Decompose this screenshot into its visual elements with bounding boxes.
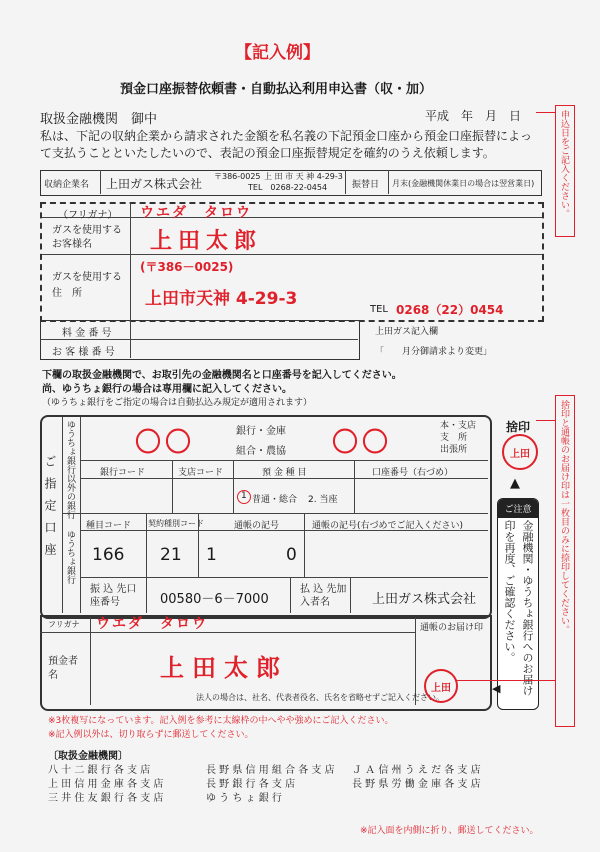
form-title: 預金口座振替依頼書・自動払込利用申込書（収・加）: [120, 82, 433, 97]
furigana-label: （フリガナ）: [58, 210, 118, 221]
deposit-type-1-no: 1: [241, 491, 247, 501]
postal-value[interactable]: (〒386－0025): [140, 260, 234, 274]
passbook-mark-label: 通帳の記号: [234, 521, 280, 531]
red-note-top: 申込日をご記入ください。: [559, 110, 569, 218]
company-name: 上田ガス株式会社: [106, 177, 203, 191]
side-seal-label: 捨印: [506, 420, 531, 434]
red-note-top-box: [555, 105, 575, 237]
company-address: 上 田 市 天 神 4-29-3: [264, 172, 343, 181]
seal-label: 通帳のお届け印: [420, 623, 484, 633]
holder-furigana-label: フリガナ: [48, 620, 80, 629]
account-no-label: 口座番号（右づめ）: [372, 468, 454, 478]
banks-heading: 〔取扱金融機関〕: [48, 751, 128, 762]
triangle-up-icon: ▲: [510, 476, 520, 491]
caution-title: ご注意: [498, 499, 538, 518]
bank-item: 三 井 住 友 銀 行 各 支 店: [48, 793, 164, 804]
company-label: 収納企業名: [44, 180, 90, 190]
company-postal: 〒386-0025: [214, 172, 261, 181]
bank-item: Ｊ Ａ 信 州 う え だ 各 支 店: [352, 765, 481, 776]
deposit-type-1[interactable]: 普通・総合: [252, 495, 298, 505]
name-label: ガスを使用するお客様名: [52, 225, 122, 250]
corp-note: 法人の場合は、社名、代表者役名、氏名を省略せずご記入ください。: [196, 693, 444, 702]
fee-label: 料 金 番 号: [62, 328, 112, 339]
office-label: 上田ガス記入欄: [375, 327, 439, 337]
type-code-label: 種目コード: [86, 521, 132, 531]
customer-no-label: お 客 様 番 号: [52, 347, 115, 358]
bank-item: 上 田 信 用 金 庫 各 支 店: [48, 779, 164, 790]
bank-type-1: 銀行・金庫: [236, 426, 286, 437]
recipient: 取扱金融機関 御中: [40, 112, 158, 127]
type-code-value[interactable]: 166: [92, 545, 125, 565]
transfer-account-value: 00580－6－7000: [160, 592, 269, 607]
bank-item: 八 十 二 銀 行 各 支 店: [48, 765, 151, 776]
holder-name-value[interactable]: 上田太郎: [160, 654, 288, 682]
address-label: ガスを使用する住 所: [52, 272, 122, 299]
red-note-bottom: 捨印と通帳のお届け印は一枚目のみに捺印してください。: [559, 400, 569, 634]
transfer-day-value: 月末(金融機関休業日の場合は翌営業日): [392, 179, 535, 188]
bank-name-mark[interactable]: 〇〇: [135, 428, 196, 458]
mark-value-2[interactable]: 0: [286, 545, 297, 565]
note-1: ※3枚複写になっています。記入例を参考に太線枠の中へやや強めにご記入ください。: [48, 716, 394, 726]
bank-item: 長 野 県 労 働 金 庫 各 支 店: [352, 779, 481, 790]
holder-name-label: 預金者名: [48, 656, 78, 681]
deposit-type-label: 預 金 種 目: [262, 468, 307, 478]
transfer-account-label: 振 込 先口座番号: [90, 584, 137, 608]
instruction-1: 下欄の取扱金融機関で、お取引先の金融機関名と口座番号を記入してください。: [42, 370, 402, 381]
address-value[interactable]: 上田市天神 4-29-3: [145, 289, 298, 309]
red-note-bottom-box: [555, 395, 575, 727]
triangle-left-icon: ◀: [492, 682, 501, 695]
branch-name-mark[interactable]: 〇〇: [332, 428, 393, 458]
tel-label: TEL: [370, 304, 388, 315]
instruction-2: 尚、ゆうちょ銀行の場合は専用欄に記入してください。: [42, 384, 292, 395]
tel-value[interactable]: 0268（22）0454: [396, 303, 504, 317]
side-seal-stamp: 上田: [502, 434, 538, 470]
holder-furigana-value[interactable]: ウエダ タロウ: [96, 616, 208, 632]
caution-text: 金融機関・ゆうちょ銀行へのお届け印を再度、ご確認ください。: [503, 520, 534, 696]
contract-code-value[interactable]: 21: [160, 545, 182, 565]
banks-col-1: [48, 764, 163, 806]
company-tel: TEL 0268-22-0454: [248, 183, 328, 192]
office-note: 「 月分御請求より変更」: [375, 347, 493, 357]
other-bank-label: ゆうちょ銀行以外の銀行: [65, 420, 75, 519]
furigana-value[interactable]: ウエダ タロウ: [140, 205, 252, 221]
passbook-no-label: 通帳の記号(右づめでご記入ください): [312, 521, 464, 531]
date-label: 平成 年 月 日: [425, 109, 522, 123]
bank-item: ゆ う ち ょ 銀 行: [206, 793, 282, 804]
caution-box: [497, 498, 539, 710]
banks-col-3: [352, 764, 481, 792]
deposit-type-2[interactable]: 2. 当座: [308, 495, 338, 505]
mark-value-1[interactable]: 1: [206, 545, 217, 565]
banks-col-2: [206, 764, 335, 806]
note-2: ※記入例以外は、切り取らずに郵送してください。: [48, 730, 254, 740]
payee-value: 上田ガス株式会社: [372, 592, 477, 607]
contract-code-label: 契約種別コード: [148, 519, 204, 528]
account-seal-stamp: 上田: [424, 669, 458, 703]
bank-code-label: 銀行コード: [100, 468, 146, 478]
example-label: 【記入例】: [235, 43, 320, 63]
bank-item: 長 野 銀 行 各 支 店: [206, 779, 296, 790]
payee-label: 払 込 先加入者名: [300, 584, 347, 608]
yucho-label: ゆうちょ銀行: [65, 530, 75, 584]
branch-code-label: 支店コード: [178, 468, 224, 478]
account-section-label: ご指定口座: [43, 455, 57, 565]
bank-item: 長 野 県 信 用 組 合 各 支 店: [206, 765, 335, 776]
bottom-note: ※記入面を内側に折り、郵送してください。: [360, 826, 539, 836]
instruction-3: （ゆうちょ銀行をご指定の場合は自動払込み規定が適用されます）: [42, 398, 313, 408]
name-value[interactable]: 上田太郎: [150, 229, 263, 254]
branch-types: 本・支店 支 所 出張所: [440, 421, 477, 455]
bank-type-2: 組合・農協: [236, 446, 286, 457]
transfer-day-label: 振替日: [352, 180, 380, 190]
intro-text: 私は、下記の収納企業から請求された金額を私名義の下記預金口座から預金口座振替によって支払うことといたしたいので、表記の預金口座振替規定を確約のうえ依頼します。: [40, 129, 533, 160]
